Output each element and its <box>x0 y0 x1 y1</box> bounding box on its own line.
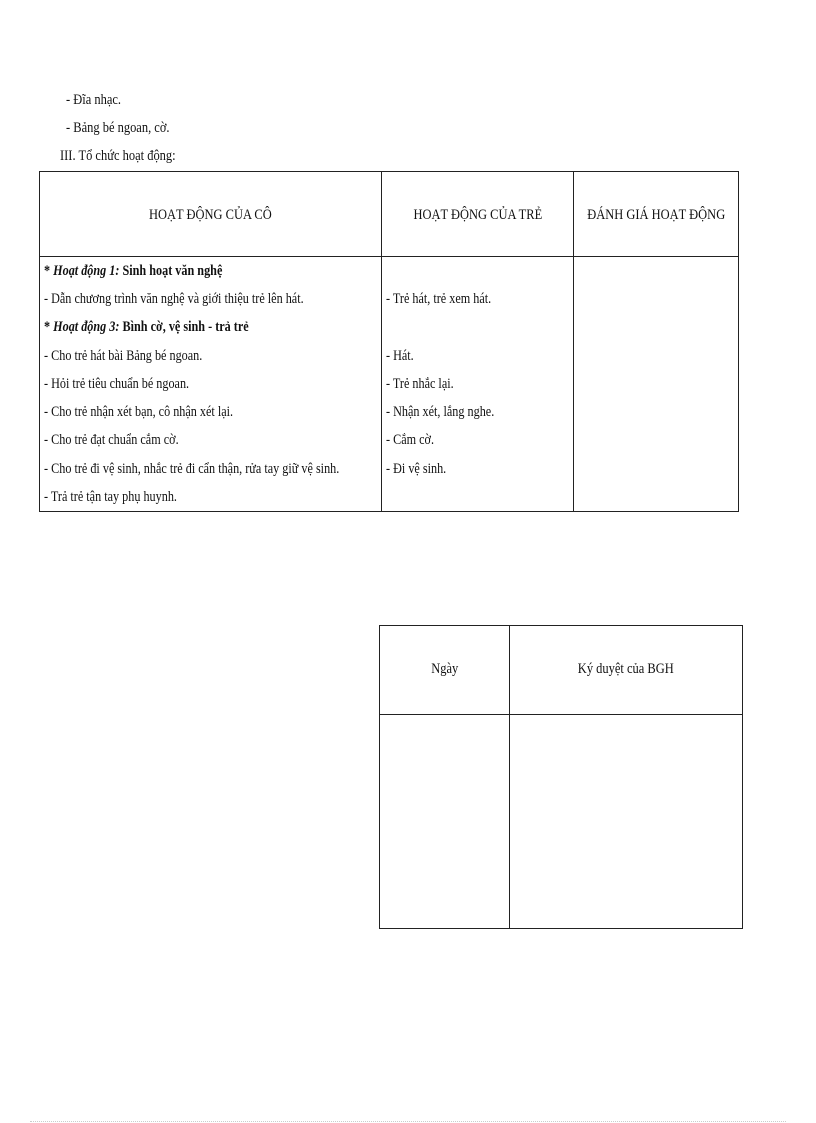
teacher-line: - Cho trẻ đạt chuẩn cắm cờ. <box>44 432 179 448</box>
header-approval: Ký duyệt của BGH <box>578 661 674 677</box>
children-line: - Cắm cờ. <box>386 432 435 448</box>
teacher-line: - Cho trẻ đi vệ sinh, nhắc trẻ đi cẩn thận, rửa tay giữ vệ sinh. <box>44 461 340 477</box>
teacher-line: - Hỏi trẻ tiêu chuẩn bé ngoan. <box>44 376 190 392</box>
date-cell[interactable] <box>380 715 509 928</box>
header-evaluation: ĐÁNH GIÁ HOẠT ĐỘNG <box>587 207 725 223</box>
children-line: - Hát. <box>386 348 414 364</box>
header-divider <box>40 256 738 257</box>
children-line: - Đi vệ sinh. <box>386 461 447 477</box>
teacher-line: - Trả trẻ tận tay phụ huynh. <box>44 489 177 505</box>
signature-cell[interactable] <box>510 715 742 928</box>
teacher-line: - Cho trẻ hát bài Bảng bé ngoan. <box>44 348 203 364</box>
header-teacher-activity: HOẠT ĐỘNG CỦA CÔ <box>149 207 272 223</box>
header-children-activity: HOẠT ĐỘNG CỦA TRẺ <box>413 207 542 223</box>
teacher-line: - Cho trẻ nhận xét bạn, cô nhận xét lại. <box>44 404 234 420</box>
header-date: Ngày <box>430 661 459 677</box>
section-title: III. Tổ chức hoạt động: <box>60 148 176 164</box>
teacher-line: - Dẫn chương trình văn nghệ và giới thiệu trẻ lên hát. <box>44 291 304 307</box>
activity-1-heading: * Hoạt động 1: Sinh hoạt văn nghệ <box>44 263 223 279</box>
material-item-disc: - Đĩa nhạc. <box>66 92 122 108</box>
children-line: - Trẻ hát, trẻ xem hát. <box>386 291 492 307</box>
page-bottom-divider <box>30 1121 786 1122</box>
children-line: - Trẻ nhắc lại. <box>386 376 454 392</box>
children-line: - Nhận xét, lắng nghe. <box>386 404 495 420</box>
approval-table <box>379 625 743 929</box>
activity-table <box>39 171 739 512</box>
activity-3-heading: * Hoạt động 3: Bình cờ, vệ sinh - trả trẻ <box>44 319 249 335</box>
material-item-board: - Bảng bé ngoan, cờ. <box>66 120 170 136</box>
